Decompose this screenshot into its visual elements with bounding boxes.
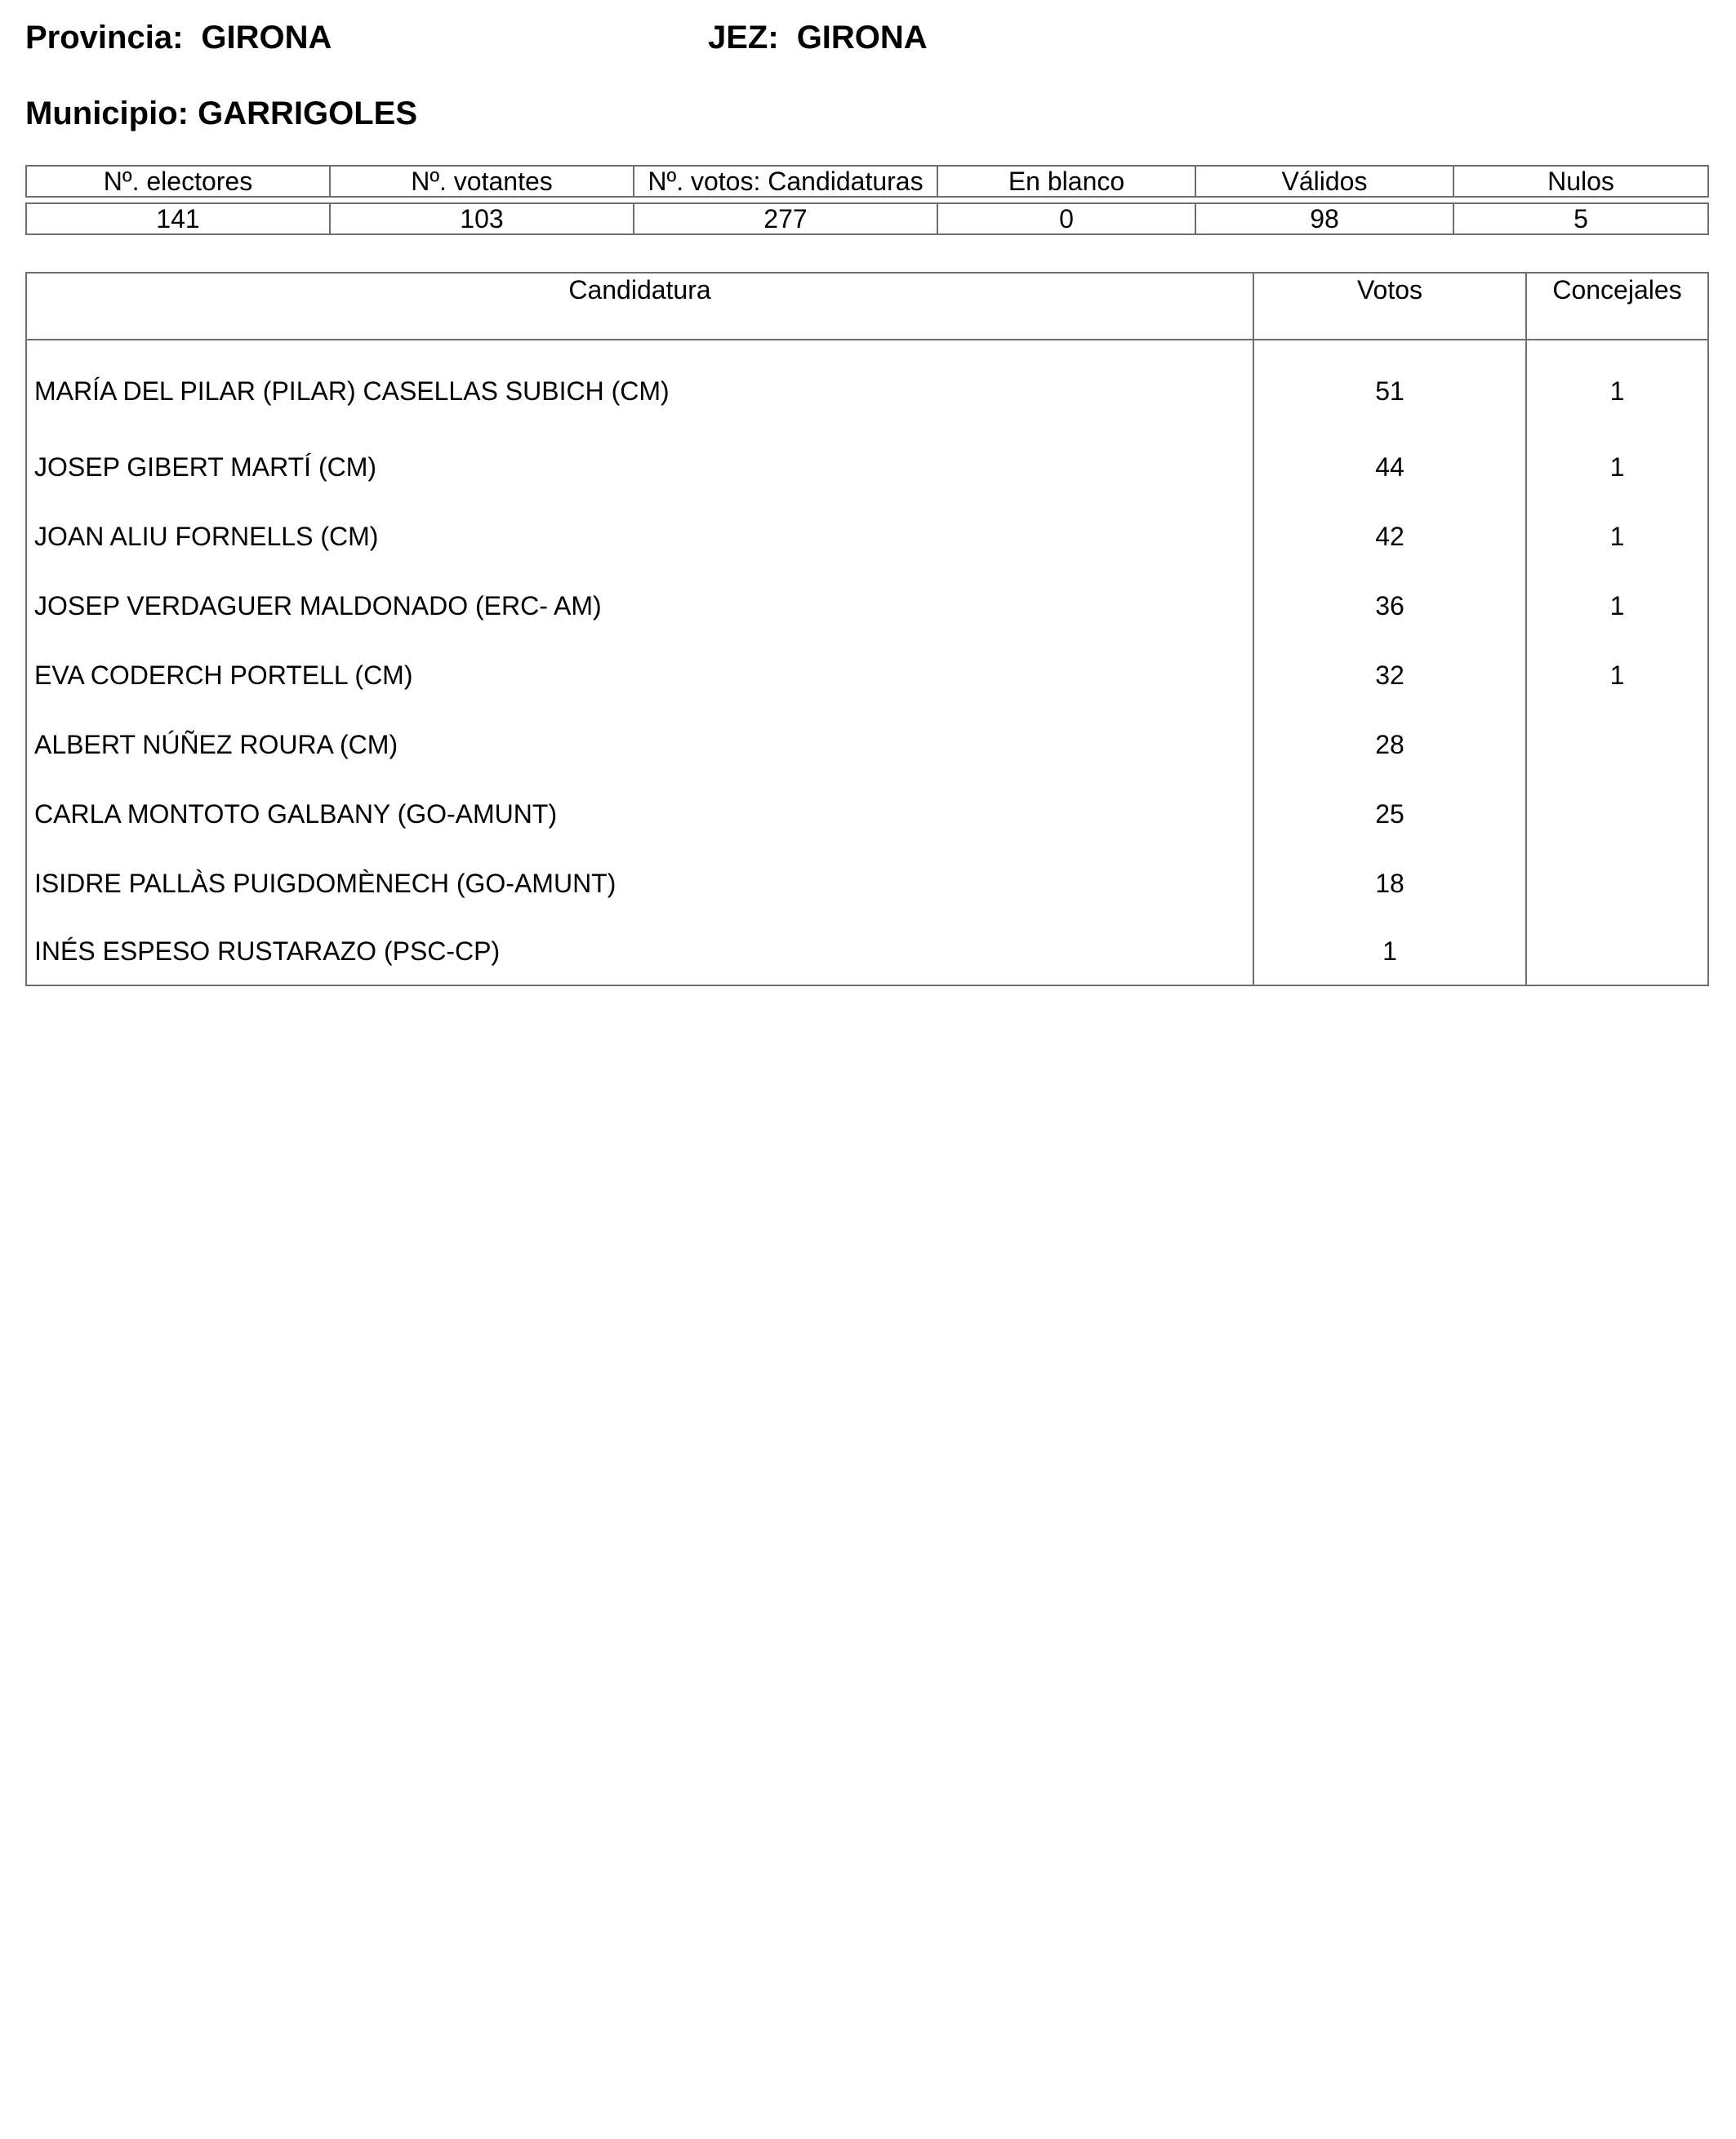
votos-cell: 44 (1253, 432, 1526, 501)
votos-cell: 51 (1253, 340, 1526, 432)
jez-label: JEZ: (708, 20, 779, 56)
summary-header-electores: Nº. electores (26, 166, 330, 197)
table-row (26, 848, 1708, 918)
table-row (26, 779, 1708, 848)
summary-header-en-blanco: En blanco (937, 166, 1195, 197)
results-header-concejales: Concejales (1526, 273, 1708, 340)
candidatura-cell: INÉS ESPESO RUSTARAZO (PSC-CP) (26, 918, 1253, 985)
votos-cell: 28 (1253, 709, 1526, 779)
summary-value-votantes: 103 (330, 203, 634, 234)
concejales-cell (1526, 848, 1708, 918)
candidatura-cell: MARÍA DEL PILAR (PILAR) CASELLAS SUBICH (CM) (26, 340, 1253, 432)
table-row (26, 709, 1708, 779)
summary-value-row (26, 203, 1708, 234)
summary-header-votos-candidaturas: Nº. votos: Candidaturas (634, 166, 937, 197)
summary-header-nulos: Nulos (1453, 166, 1708, 197)
summary-gap (26, 197, 1708, 203)
municipio-value: GARRIGOLES (198, 96, 417, 131)
summary-header-row (26, 166, 1708, 197)
table-row (26, 640, 1708, 709)
summary-value-electores: 141 (26, 203, 330, 234)
results-header-candidatura: Candidatura (26, 273, 1253, 340)
provincia-label: Provincia: (25, 20, 184, 56)
votos-cell: 25 (1253, 779, 1526, 848)
results-table (25, 272, 1709, 986)
concejales-cell (1526, 918, 1708, 985)
summary-value-nulos: 5 (1453, 203, 1708, 234)
table-row (26, 501, 1708, 571)
summary-value-validos: 98 (1195, 203, 1453, 234)
summary-header-validos: Válidos (1195, 166, 1453, 197)
table-row (26, 432, 1708, 501)
municipio-header (25, 94, 417, 133)
summary-value-votos-candidaturas: 277 (634, 203, 937, 234)
votos-cell: 36 (1253, 571, 1526, 640)
table-row (26, 918, 1708, 985)
results-header-row (26, 273, 1708, 340)
results-header-votos: Votos (1253, 273, 1526, 340)
concejales-cell: 1 (1526, 501, 1708, 571)
jez-value: GIRONA (796, 20, 928, 56)
summary-table (25, 165, 1709, 235)
jez-header (708, 18, 928, 57)
concejales-cell (1526, 779, 1708, 848)
table-row (26, 340, 1708, 432)
concejales-cell: 1 (1526, 571, 1708, 640)
summary-value-en-blanco: 0 (937, 203, 1195, 234)
candidatura-cell: JOSEP GIBERT MARTÍ (CM) (26, 432, 1253, 501)
provincia-value: GIRONA (201, 20, 332, 56)
candidatura-cell: JOAN ALIU FORNELLS (CM) (26, 501, 1253, 571)
candidatura-cell: ALBERT NÚÑEZ ROURA (CM) (26, 709, 1253, 779)
candidatura-cell: JOSEP VERDAGUER MALDONADO (ERC- AM) (26, 571, 1253, 640)
concejales-cell: 1 (1526, 340, 1708, 432)
votos-cell: 32 (1253, 640, 1526, 709)
candidatura-cell: ISIDRE PALLÀS PUIGDOMÈNECH (GO-AMUNT) (26, 848, 1253, 918)
municipio-label: Municipio: (25, 96, 189, 131)
votos-cell: 18 (1253, 848, 1526, 918)
concejales-cell (1526, 709, 1708, 779)
votos-cell: 42 (1253, 501, 1526, 571)
summary-header-votantes: Nº. votantes (330, 166, 634, 197)
candidatura-cell: EVA CODERCH PORTELL (CM) (26, 640, 1253, 709)
concejales-cell: 1 (1526, 640, 1708, 709)
table-row (26, 571, 1708, 640)
provincia-header (25, 18, 332, 57)
concejales-cell: 1 (1526, 432, 1708, 501)
votos-cell: 1 (1253, 918, 1526, 985)
candidatura-cell: CARLA MONTOTO GALBANY (GO-AMUNT) (26, 779, 1253, 848)
